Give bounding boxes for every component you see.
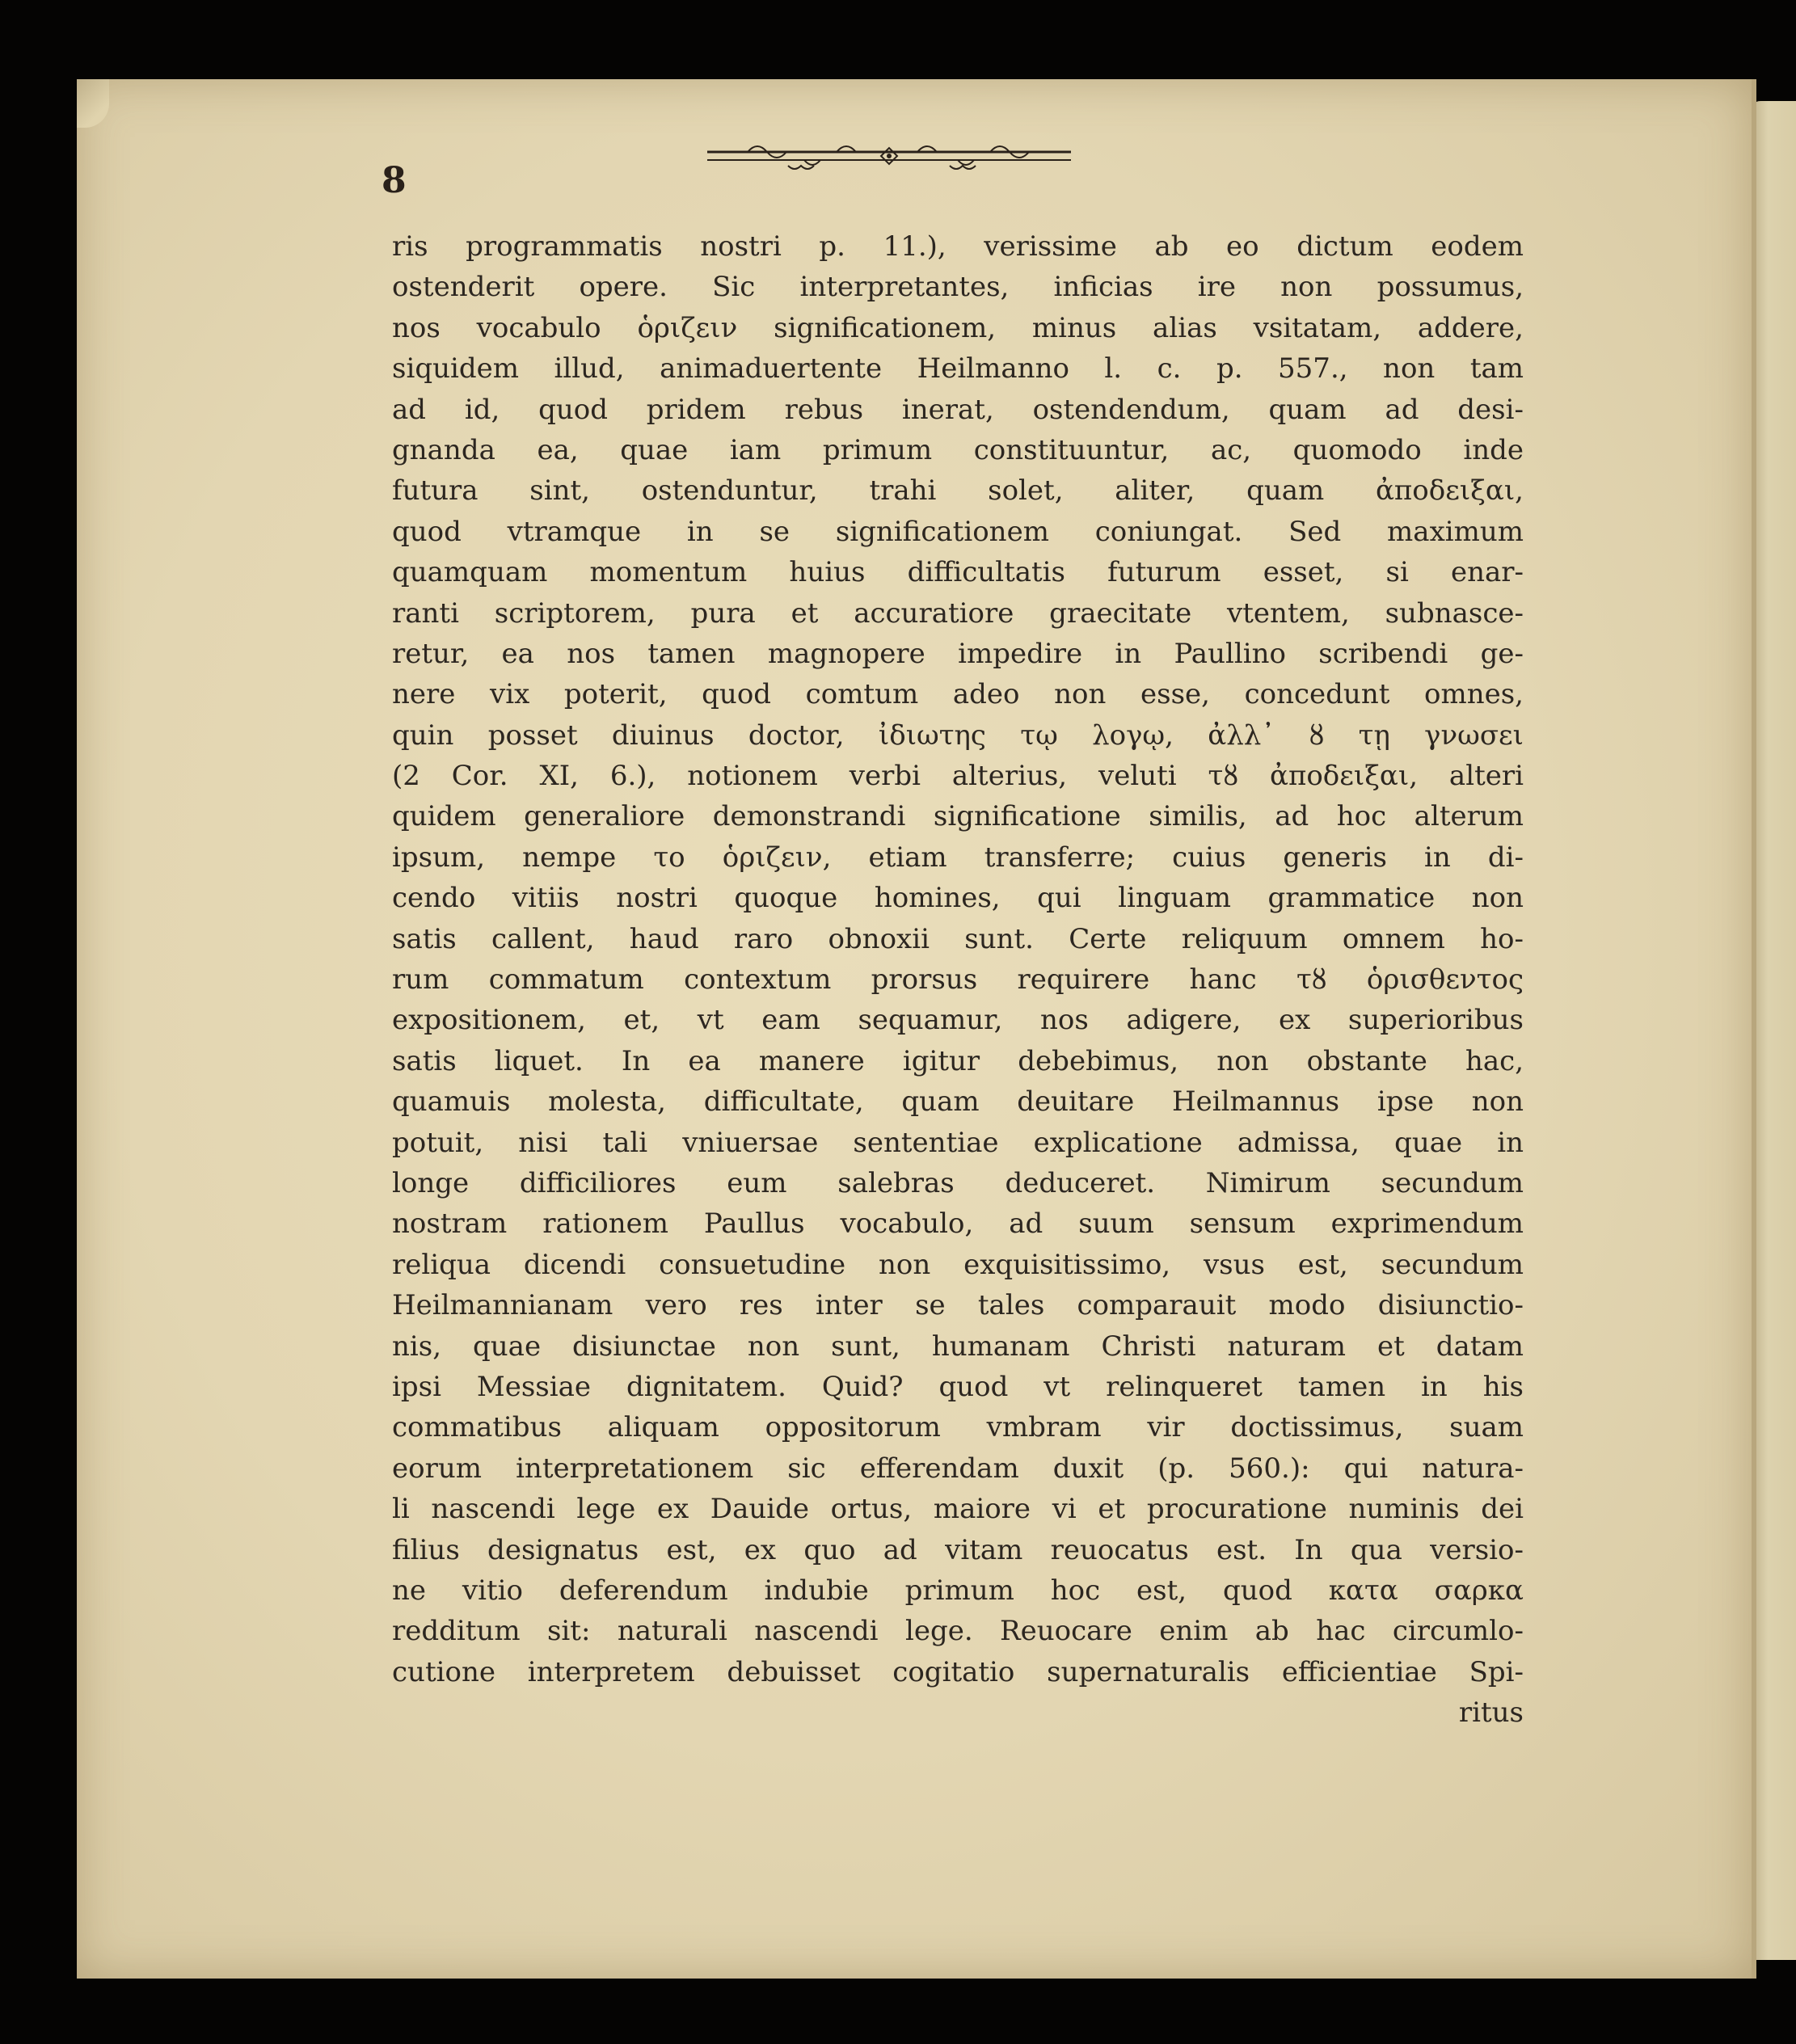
text-line: cendo vitiis nostri quoque homines, qui linguam grammatice non — [392, 882, 1524, 915]
text-line: quod vtramque in se significationem coniungat. Sed maximum — [392, 515, 1524, 548]
text-line: gnanda ea, quae iam primum constituuntur, ac, quomodo inde — [392, 433, 1524, 466]
text-line: longe difficiliores eum salebras deduceret. Nimirum secundum — [392, 1166, 1524, 1199]
text-line: satis callent, haud raro obnoxii sunt. Certe reliquum omnem ho- — [392, 922, 1524, 955]
text-line: Heilmannianam vero res inter se tales comparauit modo disiunctio- — [392, 1289, 1524, 1322]
text-line: ipsi Messiae dignitatem. Quid? quod vt relinqueret tamen in his — [392, 1370, 1524, 1403]
text-line: ad id, quod pridem rebus inerat, ostendendum, quam ad desi- — [392, 393, 1524, 426]
folded-corner — [77, 79, 109, 128]
text-line: potuit, nisi tali vniuersae sententiae explicatione admissa, quae in — [392, 1126, 1524, 1159]
text-line: rum commatum contextum prorsus requirere hanc τȣ ὁρισθεντος — [392, 963, 1524, 997]
text-line: redditum sit: naturali nascendi lege. Reuocare enim ab hac circumlo- — [392, 1615, 1524, 1648]
text-line: cutione interpretem debuisset cogitatio supernaturalis efficientiae Spi- — [392, 1655, 1524, 1688]
text-line: ne vitio deferendum indubie primum hoc est, quod κατα σαρκα — [392, 1574, 1524, 1607]
text-line: eorum interpretationem sic efferendam duxit (p. 560.): qui natura- — [392, 1452, 1524, 1485]
catchword: ritus — [1458, 1696, 1524, 1730]
text-line: satis liquet. In ea manere igitur debebimus, non obstante hac, — [392, 1044, 1524, 1077]
text-line: ipsum, nempe το ὁριζειν, etiam transferre; cuius generis in di- — [392, 841, 1524, 874]
text-line: retur, ea nos tamen magnopere impedire in Paullino scribendi ge- — [392, 637, 1524, 670]
text-line: quidem generaliore demonstrandi significatione similis, ad hoc alterum — [392, 800, 1524, 833]
body-text — [392, 226, 1524, 1733]
text-line: li nascendi lege ex Dauide ortus, maiore vi et procuratione numinis dei — [392, 1493, 1524, 1526]
text-line: siquidem illud, animaduertente Heilmanno l. c. p. 557., non tam — [392, 352, 1524, 386]
text-line: ostenderit opere. Sic interpretantes, inficias ire non possumus, — [392, 271, 1524, 304]
text-line: quamquam momentum huius difficultatis futurum esset, si enar- — [392, 556, 1524, 589]
text-line: nere vix poterit, quod comtum adeo non esse, concedunt omnes, — [392, 678, 1524, 711]
text-line: expositionem, et, vt eam sequamur, nos adigere, ex superioribus — [392, 1004, 1524, 1037]
text-line: commatibus aliquam oppositorum vmbram vir doctissimus, suam — [392, 1411, 1524, 1444]
text-line: reliqua dicendi consuetudine non exquisitissimo, vsus est, secundum — [392, 1248, 1524, 1281]
text-line: nis, quae disiunctae non sunt, humanam Christi naturam et datam — [392, 1330, 1524, 1363]
text-line: nostram rationem Paullus vocabulo, ad suum sensum exprimendum — [392, 1207, 1524, 1241]
page-number: 8 — [382, 160, 407, 201]
text-line: ris programmatis nostri p. 11.), verissime ab eo dictum eodem — [392, 230, 1524, 263]
text-line: filius designatus est, ex quo ad vitam reuocatus est. In qua versio- — [392, 1533, 1524, 1566]
text-line: ranti scriptorem, pura et accuratiore graecitate vtentem, subnasce- — [392, 596, 1524, 630]
text-line: nos vocabulo ὁριζειν significationem, minus alias vsitatam, addere, — [392, 311, 1524, 344]
decorative-header-ornament — [699, 137, 1079, 178]
text-line: quamuis molesta, difficultate, quam deuitare Heilmannus ipse non — [392, 1085, 1524, 1119]
text-line: (2 Cor. XI, 6.), notionem verbi alterius, veluti τȣ ἀποδειξαι, alteri — [392, 760, 1524, 793]
text-line: quin posset diuinus doctor, ἰδιωτης τῳ λογῳ, ἀλλ᾽ ȣ τῃ γνωσει — [392, 719, 1524, 752]
text-line: futura sint, ostenduntur, trahi solet, aliter, quam ἀποδειξαι, — [392, 474, 1524, 508]
